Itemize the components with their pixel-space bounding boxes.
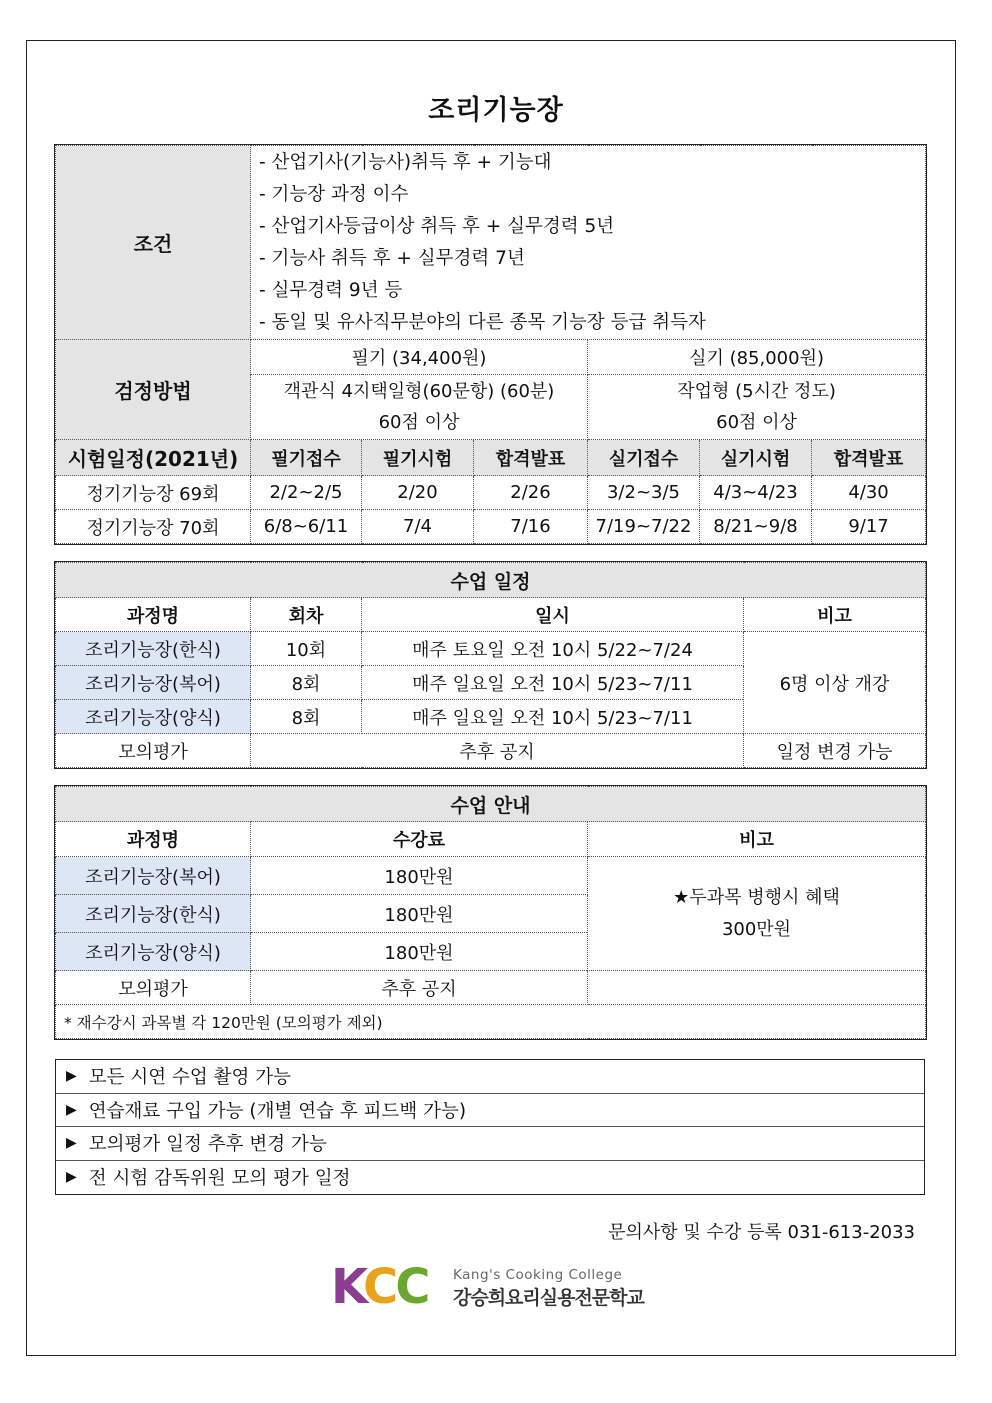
schedule-cell: 9/17 [812, 510, 926, 544]
written-pass: 60점 이상 [378, 412, 460, 433]
notes-box [55, 1059, 925, 1195]
logo-letter-c2: C [395, 1259, 428, 1315]
class-schedule-row [56, 632, 926, 666]
written-desc: 객관식 4지택일형(60문항) (60분) [283, 381, 555, 402]
course-name: 조리기능장(한식) [56, 632, 251, 666]
class-schedule-header: 과정명 [56, 598, 251, 632]
fee-remark-benefit: ★두과목 병행시 혜택 [673, 886, 840, 908]
class-schedule-header: 일시 [362, 598, 744, 632]
written-header: 필기 (34,400원) [251, 340, 588, 375]
schedule-cell: 7/4 [362, 510, 474, 544]
course-fee: 180만원 [251, 895, 588, 933]
page-title: 조리기능장 [428, 95, 564, 126]
note-text: 모의평가 일정 추후 변경 가능 [88, 1134, 327, 1156]
triangle-bullet-icon: ▶ [66, 1169, 77, 1186]
mock-name: 모의평가 [56, 734, 251, 768]
course-name: 조리기능장(양식) [56, 700, 251, 734]
schedule-cell: 3/2~3/5 [588, 476, 700, 510]
method-label: 검정방법 [56, 340, 251, 440]
triangle-bullet-icon: ▶ [66, 1135, 77, 1152]
schedule-cell: 7/19~7/22 [588, 510, 700, 544]
written-desc-cell [251, 375, 588, 440]
mock-time: 추후 공지 [251, 734, 744, 768]
schedule-cell: 6/8~6/11 [251, 510, 362, 544]
logo-english-name: Kang's Cooking College [453, 1267, 623, 1283]
schedule-header: 필기접수 [251, 440, 362, 476]
class-info-header: 과정명 [56, 822, 251, 857]
fee-row [56, 857, 926, 895]
course-time: 매주 일요일 오전 10시 5/23~7/11 [362, 666, 744, 700]
logo-letter-k: K [331, 1259, 364, 1315]
class-info-table [55, 786, 926, 1039]
fee-remark-cell [588, 857, 926, 971]
schedule-header: 합격발표 [812, 440, 926, 476]
schedule-label: 시험일정(2021년) [56, 440, 251, 476]
contact-info: 문의사항 및 수강 등록 031-613-2033 [608, 1222, 915, 1243]
course-name: 조리기능장(복어) [56, 857, 251, 895]
mock-fee-remark [588, 971, 926, 1005]
condition-item: - 실무경력 9년 등 [259, 279, 403, 301]
schedule-row-name: 정기기능장 70회 [56, 510, 251, 544]
note-item [56, 1060, 924, 1094]
note-item [56, 1094, 924, 1128]
class-info-header: 수강료 [251, 822, 588, 857]
schedule-cell: 2/20 [362, 476, 474, 510]
class-schedule-title: 수업 일정 [56, 563, 926, 598]
schedule-cell: 4/3~4/23 [700, 476, 812, 510]
class-schedule-header: 비고 [744, 598, 926, 632]
condition-item: - 기능사 취득 후 + 실무경력 7년 [259, 247, 525, 269]
class-info-title: 수업 안내 [56, 787, 926, 822]
course-count: 8회 [251, 666, 362, 700]
conditions-label: 조건 [56, 146, 251, 340]
note-text: 모든 시연 수업 촬영 가능 [88, 1067, 292, 1089]
note-text: 전 시험 감독위원 모의 평가 일정 [88, 1168, 351, 1190]
course-fee: 180만원 [251, 857, 588, 895]
practical-desc: 작업형 (5시간 정도) [677, 381, 836, 402]
condition-item: - 동일 및 유사직무분야의 다른 종목 기능장 등급 취득자 [259, 311, 706, 333]
exam-info-table [55, 145, 926, 544]
class-info-header: 비고 [588, 822, 926, 857]
schedule-header: 필기시험 [362, 440, 474, 476]
practical-desc-cell [588, 375, 926, 440]
course-name: 조리기능장(한식) [56, 895, 251, 933]
schedule-cell: 7/16 [474, 510, 588, 544]
kcc-logo [331, 1259, 661, 1315]
practical-header: 실기 (85,000원) [588, 340, 926, 375]
mock-fee: 추후 공지 [251, 971, 588, 1005]
triangle-bullet-icon: ▶ [66, 1068, 77, 1085]
logo-korean-name: 강승희요리실용전문학교 [453, 1287, 644, 1309]
course-count: 8회 [251, 700, 362, 734]
schedule-header: 실기시험 [700, 440, 812, 476]
schedule-cell: 2/2~2/5 [251, 476, 362, 510]
condition-item: - 산업기사등급이상 취득 후 + 실무경력 5년 [259, 215, 615, 237]
course-name: 조리기능장(복어) [56, 666, 251, 700]
class-schedule-table [55, 562, 926, 768]
course-fee: 180만원 [251, 933, 588, 971]
practical-pass: 60점 이상 [716, 412, 797, 433]
note-text: 연습재료 구입 가능 (개별 연습 후 피드백 가능) [88, 1100, 467, 1122]
class-schedule-header: 회차 [251, 598, 362, 632]
schedule-row [56, 510, 926, 544]
condition-item: - 기능장 과정 이수 [259, 183, 409, 205]
note-item [56, 1161, 924, 1195]
triangle-bullet-icon: ▶ [66, 1101, 77, 1118]
course-time: 매주 토요일 오전 10시 5/22~7/24 [362, 632, 744, 666]
schedule-row-name: 정기기능장 69회 [56, 476, 251, 510]
course-time: 매주 일요일 오전 10시 5/23~7/11 [362, 700, 744, 734]
fee-remark-price: 300만원 [721, 918, 792, 940]
note-item [56, 1127, 924, 1161]
course-name: 조리기능장(양식) [56, 933, 251, 971]
schedule-cell: 8/21~9/8 [700, 510, 812, 544]
schedule-row [56, 476, 926, 510]
logo-mark [331, 1259, 428, 1315]
schedule-cell: 2/26 [474, 476, 588, 510]
schedule-header: 합격발표 [474, 440, 588, 476]
logo-letter-c1: C [363, 1259, 396, 1315]
retake-note: * 재수강시 과목별 각 120만원 (모의평가 제외) [56, 1005, 926, 1039]
schedule-header: 실기접수 [588, 440, 700, 476]
mock-remark: 일정 변경 가능 [744, 734, 926, 768]
course-count: 10회 [251, 632, 362, 666]
schedule-cell: 4/30 [812, 476, 926, 510]
conditions-list [251, 146, 926, 340]
condition-item: - 산업기사(기능사)취득 후 + 기능대 [259, 151, 552, 173]
class-schedule-remark: 6명 이상 개강 [744, 632, 926, 734]
mock-name: 모의평가 [56, 971, 251, 1005]
